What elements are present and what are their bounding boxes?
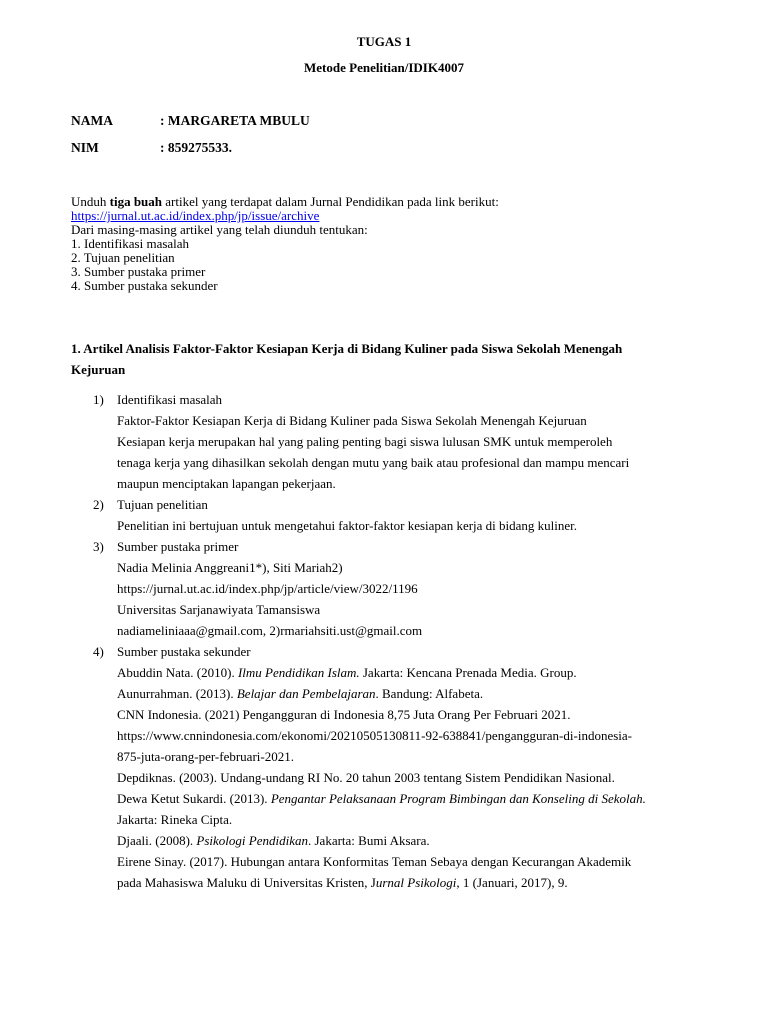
reference-line: 875-juta-orang-per-februari-2021. [117,749,294,764]
reference-line: Djaali. (2008). Psikologi Pendidikan. Jakarta: Bumi Aksara. [117,833,430,848]
reference-line: Depdiknas. (2003). Undang-undang RI No. 20 tahun 2003 tentang Sistem Pendidikan Nasional. [117,770,615,785]
body-line: Universitas Sarjanawiyata Tamansiswa [117,602,321,617]
body-line: Nadia Melinia Anggreani1*), Siti Mariah2) [117,560,343,575]
assignment-instructions [71,195,499,293]
instruction-line: Dari masing-masing artikel yang telah diunduh tentukan: [71,222,368,237]
reference-line: pada Mahasiswa Maluku di Universitas Kristen, Jurnal Psikologi, 1 (Januari, 2017), 9. [117,875,568,890]
instruction-line: Unduh tiga buah artikel yang terdapat dalam Jurnal Pendidikan pada link berikut: [71,194,499,209]
body-line: Kesiapan kerja merupakan hal yang paling penting bagi siswa lulusan SMK untuk memperoleh [117,434,613,449]
body-line: Penelitian ini bertujuan untuk mengetahui faktor-faktor kesiapan kerja di bidang kuliner. [117,518,578,533]
list-number: 2) [93,497,104,512]
list-number: 3) [93,539,104,554]
task-item: 3. Sumber pustaka primer [71,264,206,279]
name-value: : MARGARETA MBULU [160,113,310,128]
body-line: nadiameliniaaa@gmail.com, 2)rmariahsiti.ust@gmail.com [117,623,423,638]
list-number: 4) [93,644,104,659]
list-number: 1) [93,392,104,407]
nim-value: : 859275533. [160,140,232,155]
task-item: 4. Sumber pustaka sekunder [71,278,218,293]
reference-line: Eirene Sinay. (2017). Hubungan antara Konformitas Teman Sebaya dengan Kecurangan Akademik [117,854,632,869]
reference-line: Aunurrahman. (2013). Belajar dan Pembelajaran. Bandung: Alfabeta. [117,686,484,701]
section-title-primer: Sumber pustaka primer [117,539,239,554]
body-line: Faktor-Faktor Kesiapan Kerja di Bidang Kuliner pada Siswa Sekolah Menengah Kejuruan [117,413,587,428]
name-row [71,113,310,129]
course-subtitle: Metode Penelitian/IDIK4007 [304,60,464,75]
reference-line: CNN Indonesia. (2021) Pengangguran di Indonesia 8,75 Juta Orang Per Februari 2021. [117,707,571,722]
reference-line: Abuddin Nata. (2010). Ilmu Pendidikan Islam. Jakarta: Kencana Prenada Media. Group. [117,665,577,680]
reference-line: Jakarta: Rineka Cipta. [117,812,233,827]
article-heading: 1. Artikel Analisis Faktor-Faktor Kesiapan Kerja di Bidang Kuliner pada Siswa Sekolah Menengah Kejuruan [71,341,623,377]
journal-archive-link[interactable]: https://jurnal.ut.ac.id/index.php/jp/issue/archive [71,208,320,223]
section-title-tujuan: Tujuan penelitian [117,497,208,512]
nim-label: NIM [71,140,99,155]
body-line: https://jurnal.ut.ac.id/index.php/jp/article/view/3022/1196 [117,581,418,596]
reference-line: Dewa Ketut Sukardi. (2013). Pengantar Pelaksanaan Program Bimbingan dan Konseling di Sekolah. [117,791,646,806]
body-line: tenaga kerja yang dihasilkan sekolah dengan mutu yang baik atau profesional dan mampu mencari [117,455,630,470]
nim-row [71,140,232,156]
section-title-sekunder: Sumber pustaka sekunder [117,644,251,659]
document-title: TUGAS 1 [356,34,412,49]
body-line: maupun menciptakan lapangan pekerjaan. [117,476,336,491]
section-title-identifikasi: Identifikasi masalah [117,392,223,407]
task-item: 2. Tujuan penelitian [71,250,175,265]
name-label: NAMA [71,113,113,128]
reference-line: https://www.cnnindonesia.com/ekonomi/20210505130811-92-638841/pengangguran-di-indonesia- [117,728,632,743]
task-item: 1. Identifikasi masalah [71,236,190,251]
emphasis-text: tiga buah [109,194,163,209]
